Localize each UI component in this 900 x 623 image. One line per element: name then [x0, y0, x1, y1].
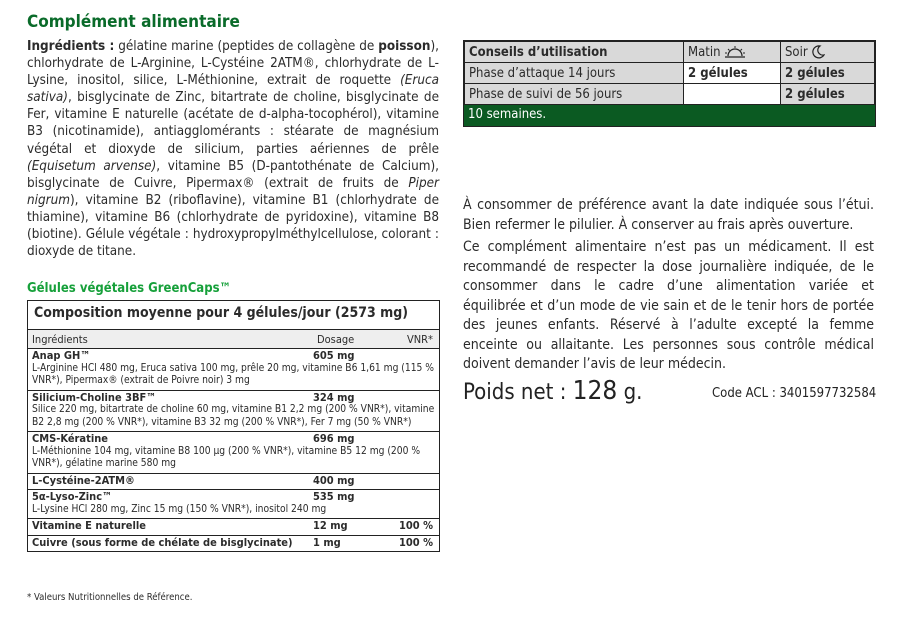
composition-row-vnr	[373, 475, 435, 488]
storage-note: À consommer de préférence avant la date indiquée sous l’étui. Bien refermer le pilulier. À conserver au frais après ouverture.	[463, 197, 874, 233]
composition-row-dose: 1 mg	[313, 535, 341, 549]
composition-row-vnr: 100 %	[398, 519, 433, 532]
col-vnr: VNR*	[407, 332, 433, 346]
composition-header: Composition moyenne pour 4 gélules/jour (2573 mg)	[28, 301, 439, 330]
usage-header-row	[465, 42, 875, 63]
ingredients-body	[27, 39, 439, 259]
composition-row-detail: L-Méthionine 104 mg, vitamine B8 100 µg (200 % VNR*), vitamine B5 12 mg (200 % VNR*), gélatine marine 580 mg	[32, 445, 421, 469]
ingredients-fragment: , vitamine B5 (D-pantothénate de Calcium), bisglycinate de Cuivre, Pipermax® (extrait de fruits de	[27, 158, 439, 191]
usage-title: Conseils d’utilisation	[465, 42, 684, 63]
net-weight-value: 128	[572, 376, 618, 406]
ingredients-fragment: ), chlorhydrate de L-Arginine, L-Cystéine 2ATM®, chlorhydrate de L-Lysine, inositol, silice, L-Méthionine, extrait de roquette	[27, 39, 439, 89]
ingredients-label: Ingrédients :	[27, 39, 115, 54]
composition-row	[28, 519, 439, 536]
composition-row-dose: 324 mg	[313, 390, 355, 404]
usage-row-matin: 2 gélules	[684, 63, 781, 84]
sunrise-icon	[724, 45, 746, 59]
composition-row-detail: L-Arginine HCl 480 mg, Eruca sativa 100 mg, prêle 20 mg, vitamine B6 1,61 mg (115 % VNR*), Pipermax® (extrait de Poivre noir) 3 mg	[32, 362, 434, 386]
page-title: Complément alimentaire	[27, 12, 240, 32]
usage-row-soir: 2 gélules	[781, 84, 875, 105]
col-ingredients: Ingrédients	[32, 332, 88, 346]
composition-row-dose: 12 mg	[313, 519, 348, 532]
composition-row-name: L-Cystéine-2ATM®	[32, 473, 135, 487]
composition-row-detail: L-Lysine HCl 280 mg, Zinc 15 mg (150 % VNR*), inositol 240 mg	[32, 503, 327, 515]
ingredients-text	[27, 38, 439, 260]
composition-row	[28, 349, 439, 391]
usage-row-matin	[684, 84, 781, 105]
usage-row-label: Phase de suivi de 56 jours	[465, 84, 684, 105]
composition-column-headers	[28, 330, 439, 349]
ingredients-fragment: gélatine marine (peptides de collagène de	[114, 39, 379, 54]
usage-total-bar: 10 semaines.	[464, 105, 875, 126]
left-column	[27, 12, 439, 260]
matin-label: Matin	[688, 44, 721, 60]
ingredients-fragment: (Eruca sativa)	[27, 73, 439, 106]
soir-label: Soir	[785, 44, 808, 60]
composition-row-vnr	[373, 491, 435, 504]
col-dosage: Dosage	[317, 332, 355, 346]
composition-row-vnr: 100 %	[398, 535, 433, 549]
net-weight-unit: g.	[623, 380, 643, 405]
greencaps-heading: Gélules végétales GreenCaps™	[27, 281, 232, 296]
composition-row	[28, 391, 439, 433]
usage-soir-header	[781, 42, 875, 63]
composition-row	[28, 536, 439, 552]
usage-row-label: Phase d’attaque 14 jours	[465, 63, 684, 84]
ingredients-fragment: ), vitamine B2 (riboflavine), vitamine B1 (chlorhydrate de thiamine), vitamine B6 (chlorhydrate de pyridoxine), vitamine B8 (biotine). Gélule végétale : hydroxypropylméthylcellulose, colorant : dioxyde de titane.	[27, 192, 439, 260]
composition-row	[28, 474, 439, 491]
composition-row-dose: 535 mg	[313, 490, 355, 503]
composition-row-detail: Silice 220 mg, bitartrate de choline 60 mg, vitamine B1 2,2 mg (200 % VNR*), vitamine B2 2,8 mg (200 % VNR*), vitamine B3 32 mg (200 % VNR*), Fer 7 mg (50 % VNR*)	[32, 404, 435, 428]
composition-row-name: Anap GH™	[32, 349, 91, 362]
composition-row-vnr	[373, 433, 435, 446]
composition-table	[27, 300, 440, 552]
ingredients-fragment: , bisglycinate de Zinc, bitartrate de choline, bisglycinate de Fer, vitamine E naturelle (acétate de d-alpha-tocophérol), vitamine B3 (nicotinamide), antiagglomérants : stéarate de magnésium végétal et dioxyde de silicium, parties aériennes de prêle	[27, 90, 439, 157]
usage-row-suivi	[465, 84, 875, 105]
ingredients-fragment: poisson	[378, 39, 431, 54]
net-weight	[463, 376, 642, 406]
moon-icon	[811, 45, 825, 59]
composition-row-name: 5α-Lyso-Zinc™	[32, 490, 112, 503]
composition-row-dose: 400 mg	[313, 473, 355, 487]
composition-row	[28, 490, 439, 519]
composition-row-name: CMS-Kératine	[32, 432, 108, 445]
composition-row-name: Silicium-Choline 3BF™	[32, 390, 157, 404]
usage-row-attaque	[465, 63, 875, 84]
composition-row	[28, 432, 439, 474]
composition-row-vnr	[373, 350, 435, 363]
composition-row-dose: 605 mg	[313, 349, 355, 362]
footnote: * Valeurs Nutritionnelles de Référence.	[27, 592, 193, 603]
usage-table	[463, 40, 876, 127]
usage-matin-header	[684, 42, 781, 63]
composition-row-vnr	[373, 392, 435, 405]
acl-code: Code ACL : 3401597732584	[712, 386, 877, 401]
net-weight-label: Poids net :	[463, 380, 567, 405]
warning-note: Ce complément alimentaire n’est pas un médicament. Il est recommandé de respecter la dose journalière indiquée, de le consommer dans le cadre d’une alimentation variée et équilibrée et d’un mode de vie sain et de le tenir hors de portée des jeunes enfants. Réservé à l’adulte excepté la femme enceinte ou allaitante. Les personnes sous contrôle médical doivent demander l’avis de leur médecin.	[463, 239, 874, 372]
composition-rows	[28, 349, 439, 551]
usage-row-soir: 2 gélules	[781, 63, 875, 84]
composition-row-name: Vitamine E naturelle	[32, 519, 146, 532]
ingredients-fragment: (Equisetum arvense)	[27, 158, 157, 174]
composition-row-name: Cuivre (sous forme de chélate de bisglycinate)	[32, 535, 293, 549]
composition-row-dose: 696 mg	[313, 432, 355, 445]
ingredients-fragment: Piper nigrum	[27, 175, 439, 208]
usage-grid	[464, 41, 875, 105]
